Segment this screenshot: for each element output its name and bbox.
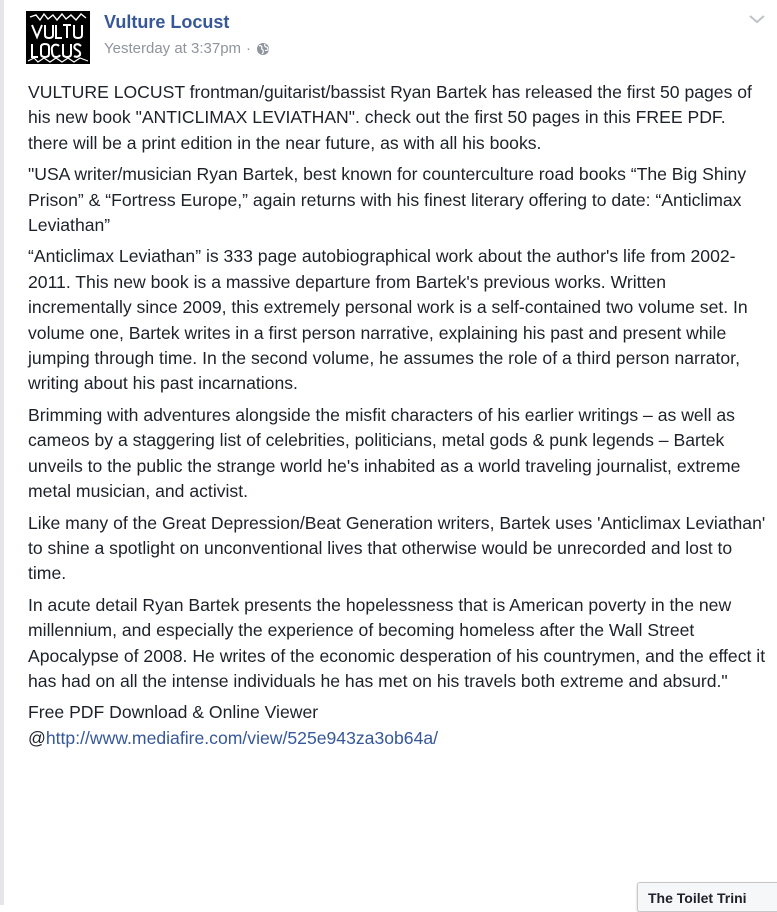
link-prefix: @ <box>28 727 46 748</box>
globe-icon[interactable] <box>256 42 270 56</box>
post-text <box>28 80 768 751</box>
post-meta <box>104 40 270 57</box>
download-line <box>28 700 768 751</box>
author-name[interactable]: Vulture Locust <box>104 12 230 32</box>
avatar[interactable] <box>26 11 90 64</box>
post-paragraph: Brimming with adventures alongside the misfit characters of his earlier writings – as well as cameos by a staggering list of celebrities, politicians, metal gods & punk legends – Bartek unveils to the public the strange world he's inhabited as a world traveling journalist, extreme metal musician, and activist. <box>28 404 741 502</box>
chevron-down-icon[interactable] <box>747 12 767 26</box>
post-paragraph: In acute detail Ryan Bartek presents the hopelessness that is American poverty in the new millennium, and especially the experience of becoming homeless after the Wall Street Apocalypse of 2008. He writes of the economic desperation of his countrymen, and the effect it has had on all the intense individuals he has met on his travels both extreme and absurd." <box>28 594 766 691</box>
meta-separator: · <box>246 40 252 57</box>
post-paragraph: Like many of the Great Depression/Beat Generation writers, Bartek uses 'Anticlimax Leviathan' to shine a spotlight on unconventional lives that otherwise would be unrecorded and lost to time. <box>28 512 766 584</box>
mediafire-link[interactable]: http://www.mediafire.com/view/525e943za3ob64a/ <box>45 727 439 748</box>
band-logo-icon <box>26 11 90 64</box>
timestamp[interactable]: Yesterday at 3:37pm <box>104 40 242 57</box>
sidebar-popup[interactable]: The Toilet Trini <box>637 882 777 912</box>
post-paragraph: VULTURE LOCUST frontman/guitarist/bassist Ryan Bartek has released the first 50 pages of his new book "ANTICLIMAX LEVIATHAN". check out the first 50 pages in this FREE PDF. there will be a print edition in the near future, as with all his books. <box>28 82 752 153</box>
download-label: Free PDF Download & Online Viewer <box>28 702 319 723</box>
post-paragraph: “Anticlimax Leviathan” is 333 page autobiographical work about the author's life from 2002-2011. This new book is a massive departure from Bartek's previous works. Written incrementally since 2009, this extremely personal work is a self-contained two volume set. In volume one, Bartek writes in a first person narrative, explaining his past and present while jumping through time. In the second volume, he assumes the role of a third person narrator, writing about his past incarnations. <box>28 246 748 394</box>
post-paragraph: "USA writer/musician Ryan Bartek, best known for counterculture road books “The Big Shiny Prison” & “Fortress Europe,” again returns with his finest literary offering to date: “Anticlimax Leviathan” <box>28 164 747 236</box>
card-border <box>0 0 4 905</box>
